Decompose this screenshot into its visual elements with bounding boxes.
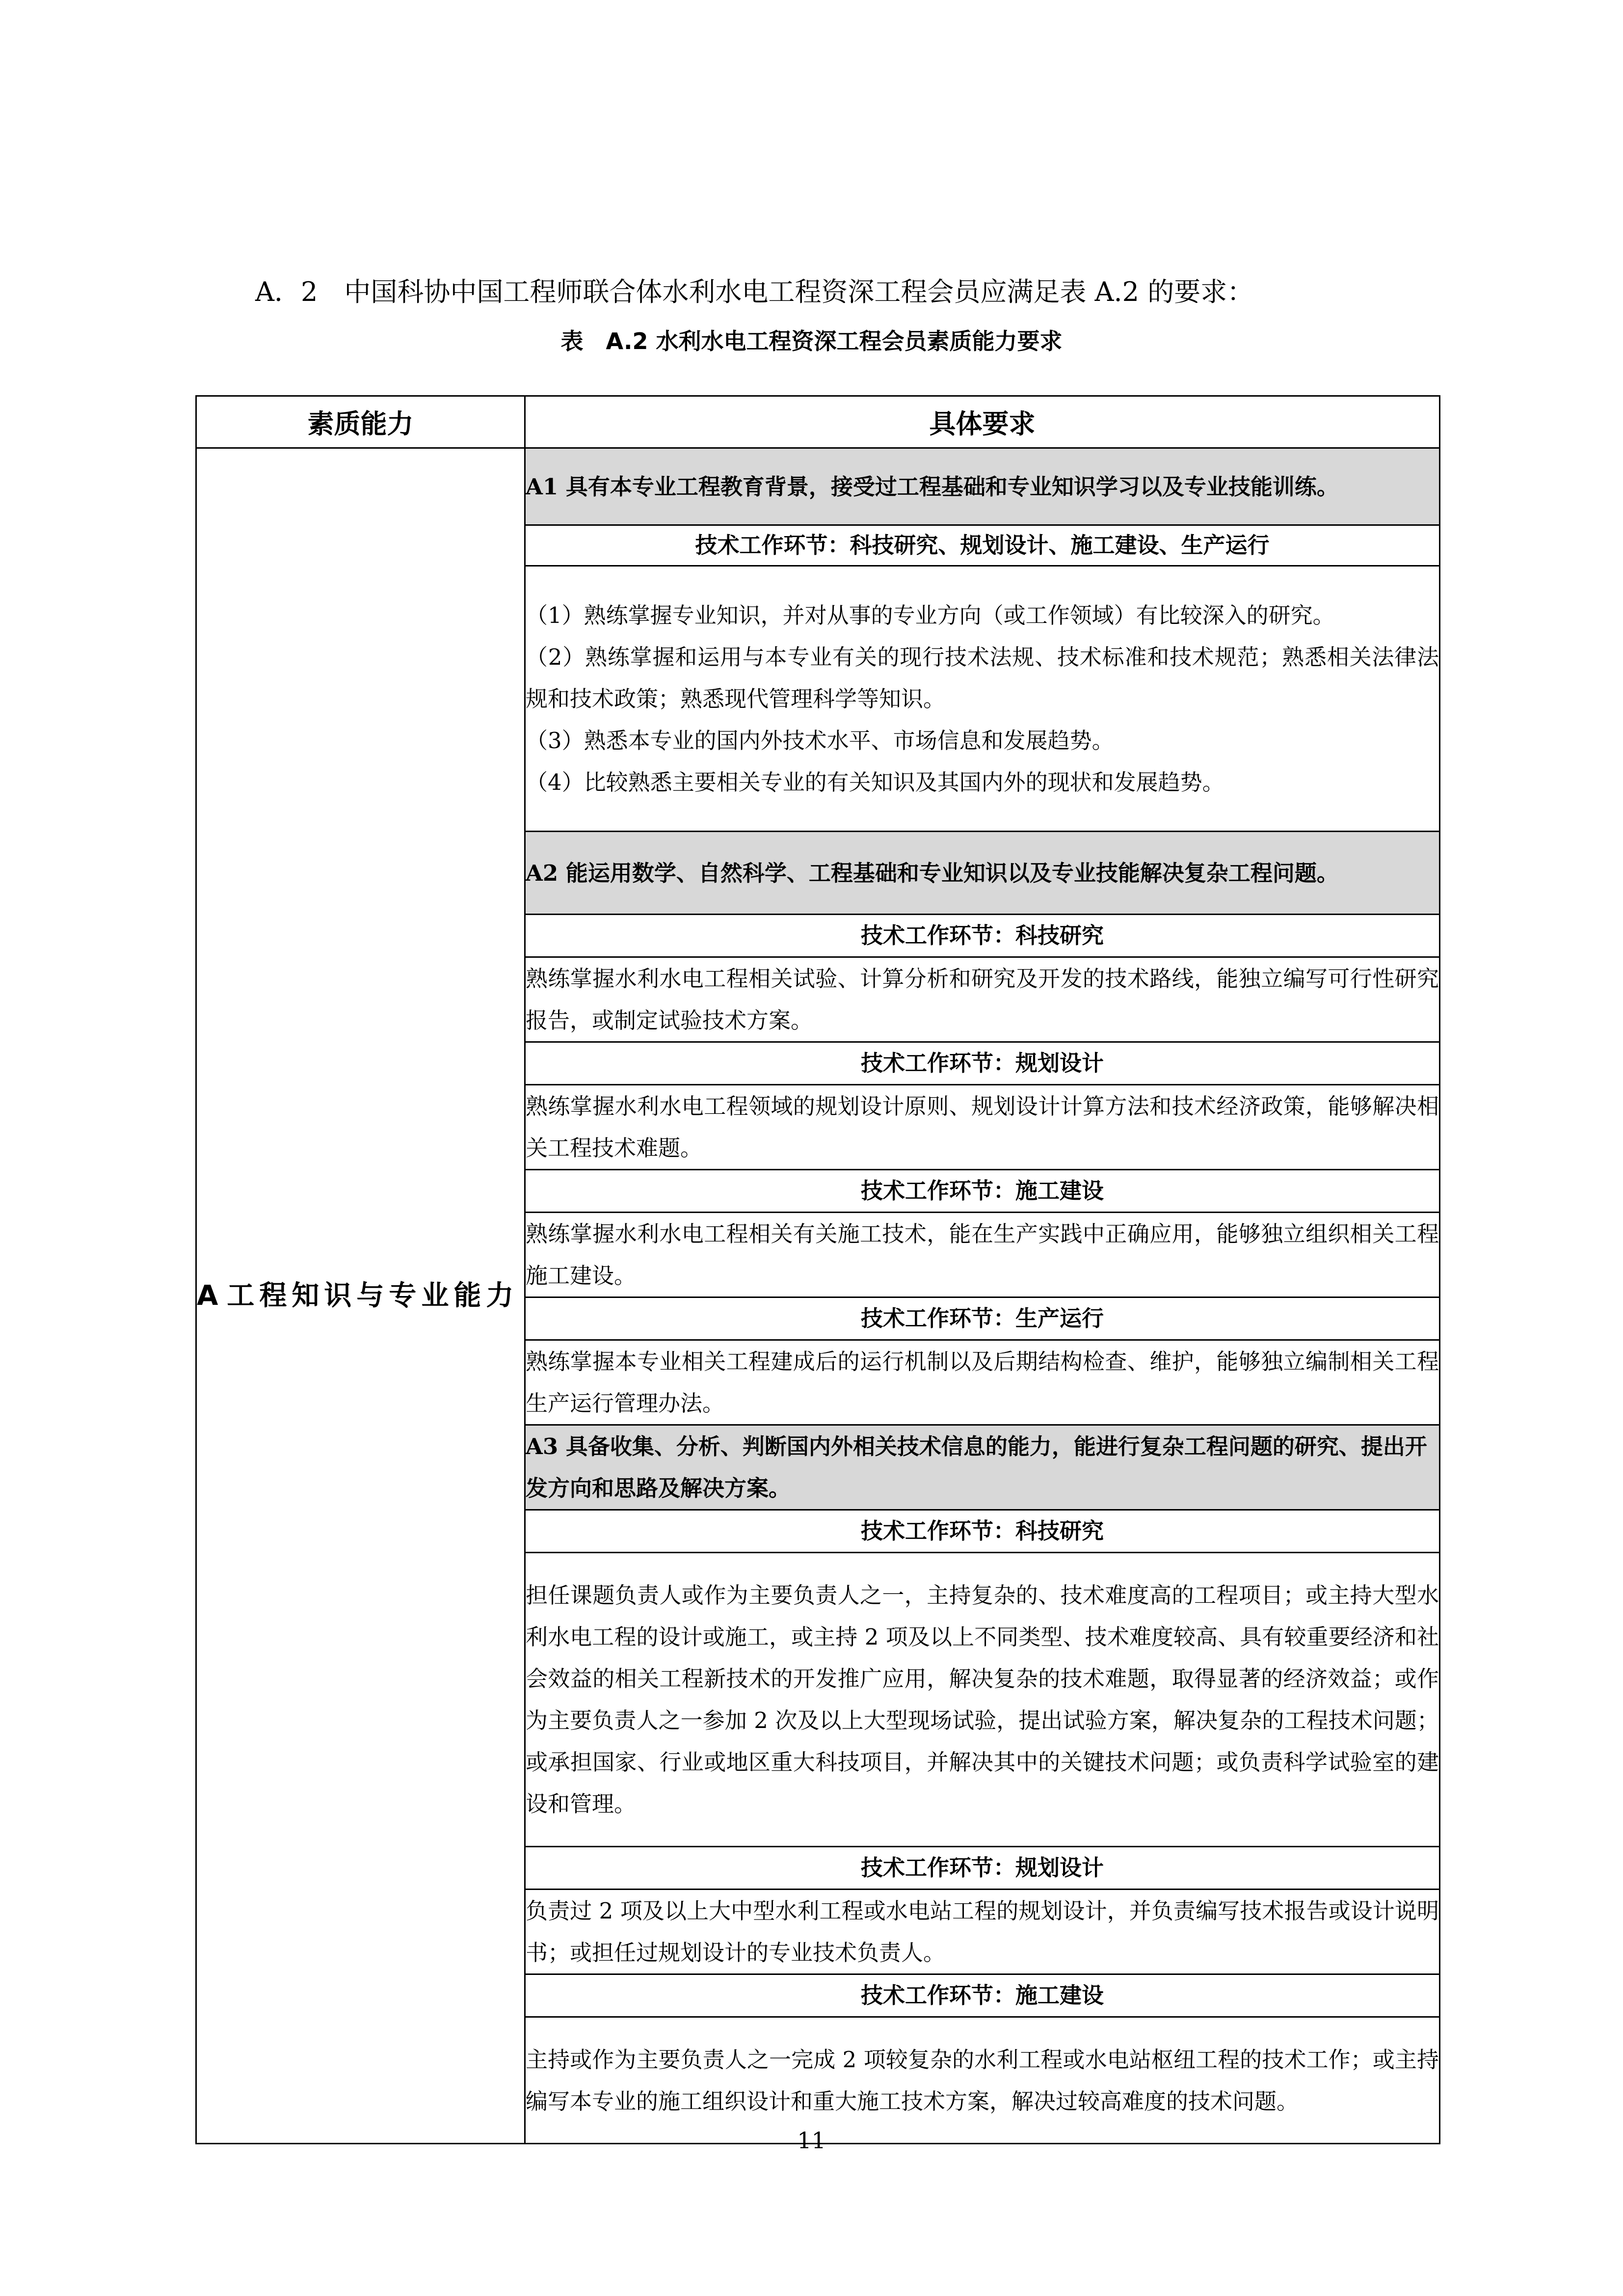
table-row	[196, 448, 1440, 525]
a1-item-2: （2）熟练掌握和运用与本专业有关的现行技术法规、技术标准和技术规范；熟悉相关法律法规和技术政策；熟悉现代管理科学等知识。	[526, 644, 1439, 712]
a3-text-planning: 负责过 2 项及以上大中型水利工程或水电站工程的规划设计，并负责编写技术报告或设计说明书；或担任过规划设计的专业技术负责人。	[525, 1890, 1440, 1974]
a2-stage-construction: 技术工作环节：施工建设	[525, 1170, 1440, 1213]
a3-title: A3 具备收集、分析、判断国内外相关技术信息的能力，能进行复杂工程问题的研究、提出开发方向和思路及解决方案。	[525, 1425, 1440, 1510]
header-quality-ability: 素质能力	[196, 396, 525, 448]
a2-stage-planning: 技术工作环节：规划设计	[525, 1042, 1440, 1085]
a1-items	[525, 566, 1440, 832]
a2-text-research: 熟练掌握水利水电工程相关试验、计算分析和研究及开发的技术路线，能独立编写可行性研究报告，或制定试验技术方案。	[525, 957, 1440, 1042]
a1-title: A1 具有本专业工程教育背景，接受过工程基础和专业知识学习以及专业技能训练。	[525, 448, 1440, 525]
a1-item-4: （4）比较熟悉主要相关专业的有关知识及其国内外的现状和发展趋势。	[526, 769, 1224, 795]
a1-item-3: （3）熟悉本专业的国内外技术水平、市场信息和发展趋势。	[526, 727, 1114, 754]
page-number: 11	[797, 2127, 826, 2154]
category-letter: A	[197, 1279, 218, 1312]
a2-stage-operation: 技术工作环节：生产运行	[525, 1297, 1440, 1340]
a2-text-operation: 熟练掌握本专业相关工程建成后的运行机制以及后期结构检查、维护，能够独立编制相关工程生产运行管理办法。	[525, 1340, 1440, 1425]
requirements-table	[195, 395, 1440, 2144]
a2-text-construction: 熟练掌握水利水电工程相关有关施工技术，能在生产实践中正确应用，能够独立组织相关工程施工建设。	[525, 1213, 1440, 1297]
intro-paragraph: A．2 中国科协中国工程师联合体水利水电工程资深工程会员应满足表 A.2 的要求：	[255, 276, 1254, 307]
a3-stage-research: 技术工作环节：科技研究	[525, 1510, 1440, 1553]
a2-stage-research: 技术工作环节：科技研究	[525, 915, 1440, 957]
table-header-row	[196, 396, 1440, 448]
a1-item-1: （1）熟练掌握专业知识，并对从事的专业方向（或工作领域）有比较深入的研究。	[526, 602, 1335, 628]
category-label: 工程知识与专业能力	[227, 1279, 519, 1312]
a1-stage: 技术工作环节：科技研究、规划设计、施工建设、生产运行	[525, 525, 1440, 566]
a2-text-planning: 熟练掌握水利水电工程领域的规划设计原则、规划设计计算方法和技术经济政策，能够解决相关工程技术难题。	[525, 1085, 1440, 1170]
a3-stage-construction: 技术工作环节：施工建设	[525, 1974, 1440, 2017]
table-caption: 表 A.2 水利水电工程资深工程会员素质能力要求	[560, 328, 1063, 354]
a3-text-research: 担任课题负责人或作为主要负责人之一，主持复杂的、技术难度高的工程项目；或主持大型水利水电工程的设计或施工，或主持 2 项及以上不同类型、技术难度较高、具有较重要经济和社会效益的相关工程新技术的开发推广应用，解决复杂的技术难题，取得显著的经济效益；或作为主要负责人之一参加 2 次及以上大型现场试验，提出试验方案，解决复杂的工程技术问题；或承担国家、行业或地区重大科技项目，并解决其中的关键技术问题；或负责科学试验室的建设和管理。	[525, 1553, 1440, 1847]
category-cell	[196, 448, 525, 2144]
a3-stage-planning: 技术工作环节：规划设计	[525, 1847, 1440, 1890]
header-specific-requirements: 具体要求	[525, 396, 1440, 448]
a2-title: A2 能运用数学、自然科学、工程基础和专业知识以及专业技能解决复杂工程问题。	[525, 832, 1440, 915]
a3-text-construction: 主持或作为主要负责人之一完成 2 项较复杂的水利工程或水电站枢纽工程的技术工作；或主持编写本专业的施工组织设计和重大施工技术方案，解决过较高难度的技术问题。	[525, 2017, 1440, 2144]
